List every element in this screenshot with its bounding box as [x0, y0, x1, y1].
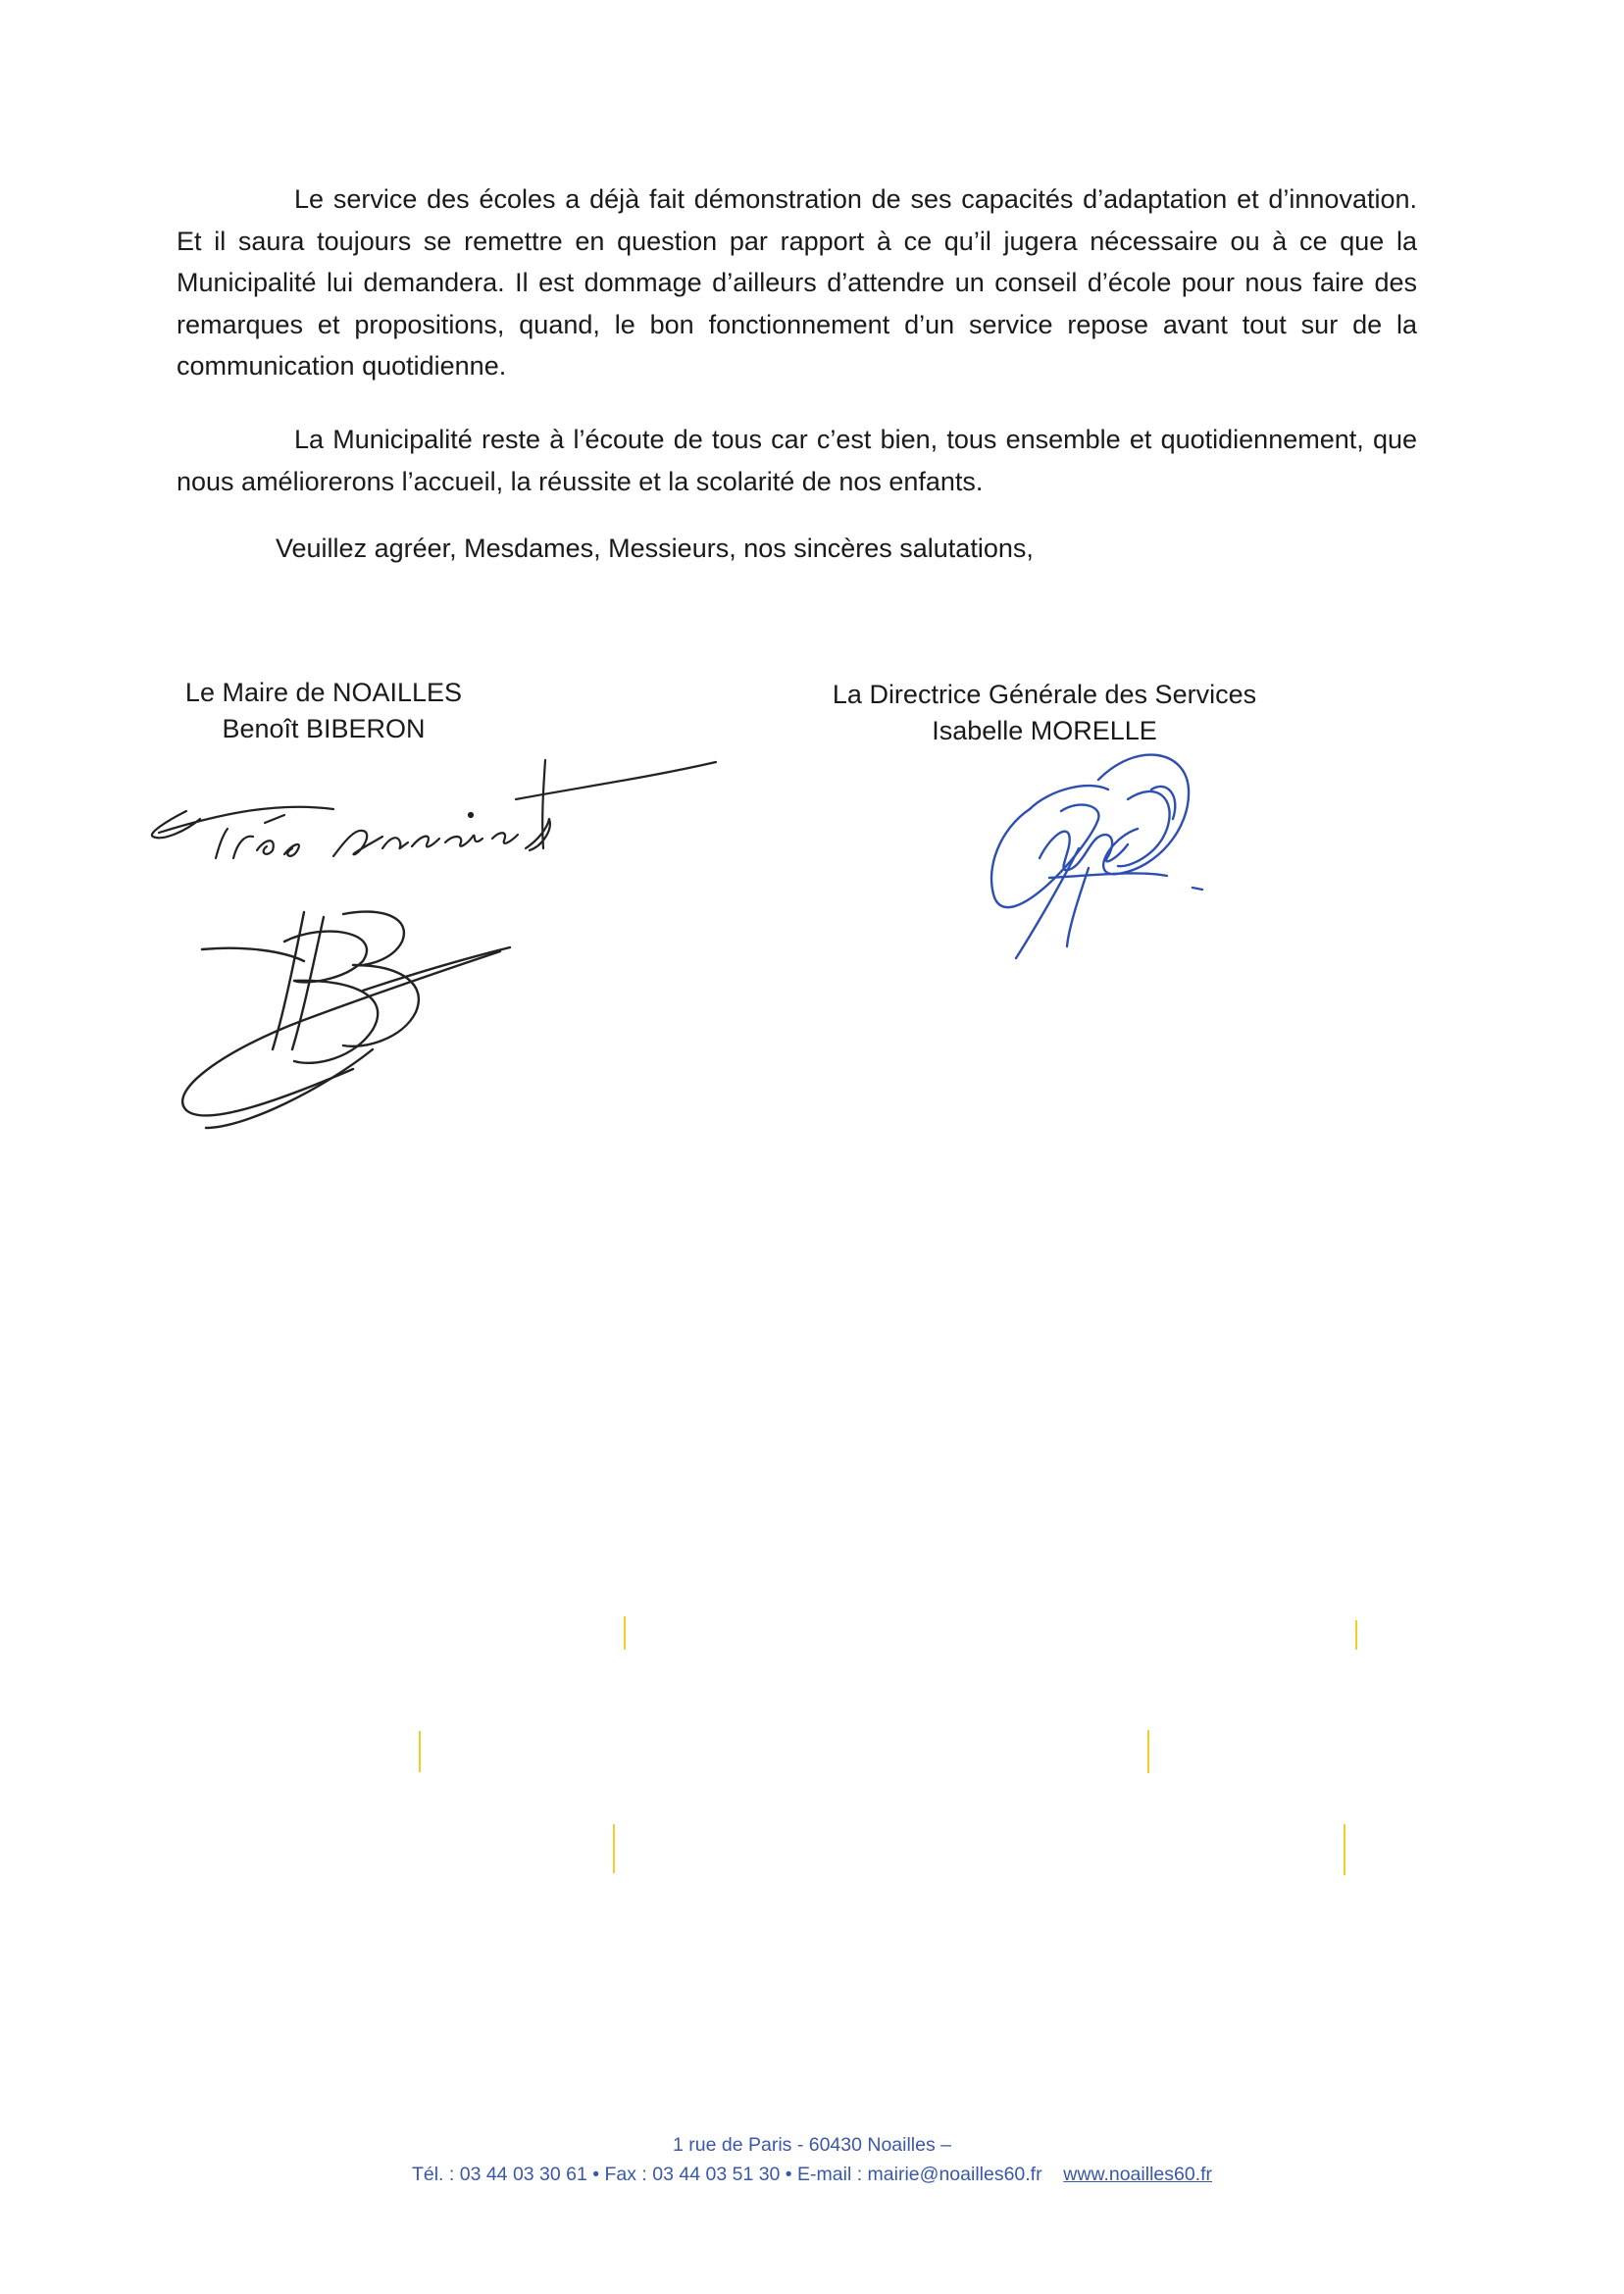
letter-paragraph-2: [177, 419, 1417, 502]
letter-footer: [0, 2130, 1624, 2189]
footer-address: 1 rue de Paris - 60430 Noailles –: [673, 2134, 951, 2156]
website-link[interactable]: www.noailles60.fr: [1063, 2164, 1213, 2185]
director-role: La Directrice Générale des Services: [832, 680, 1257, 709]
letter-paragraph-1: [177, 178, 1417, 387]
scan-mark: [613, 1824, 615, 1873]
director-name: Isabelle MORELLE: [932, 716, 1157, 745]
scan-mark: [419, 1731, 421, 1772]
scan-mark: [1344, 1824, 1345, 1875]
footer-contact: Tél. : 03 44 03 30 61 • Fax : 03 44 03 51 30 • E-mail : mairie@noailles60.fr: [411, 2164, 1042, 2185]
scan-mark: [624, 1616, 626, 1650]
paragraph-text: La Municipalité reste à l’écoute de tous car c’est bien, tous ensemble et quotidiennement, que nous améliorerons l’accueil, la réussite et la scolarité de nos enfants.: [177, 425, 1417, 496]
mayor-signature-block: [157, 675, 490, 747]
footer-contact-line: [0, 2160, 1624, 2189]
handwritten-note-signature: [137, 740, 726, 897]
paragraph-text: Le service des écoles a déjà fait démonstration de ses capacités d’adaptation et d’innovation. Et il saura toujours se remettre en question par rapport à ce qu’il jugera nécessaire ou à ce que la Municipalité lui demandera. Il est dommage d’ailleurs d’attendre un conseil d’école pour nous faire des remarques et propositions, quand, le bon fonctionnement d’un service repose avant tout sur de la communication quotidienne.: [177, 184, 1417, 381]
scan-mark: [1147, 1730, 1149, 1773]
closing-salutation: Veuillez agréer, Mesdames, Messieurs, nos sincères salutations,: [276, 534, 1034, 563]
mayor-handwritten-signature: [167, 902, 520, 1138]
director-signature-block: [814, 677, 1275, 749]
mayor-role: Le Maire de NOAILLES: [184, 678, 463, 707]
director-handwritten-signature: [971, 740, 1226, 966]
mayor-name: Benoît BIBERON: [222, 714, 426, 743]
scan-mark: [1355, 1620, 1357, 1650]
